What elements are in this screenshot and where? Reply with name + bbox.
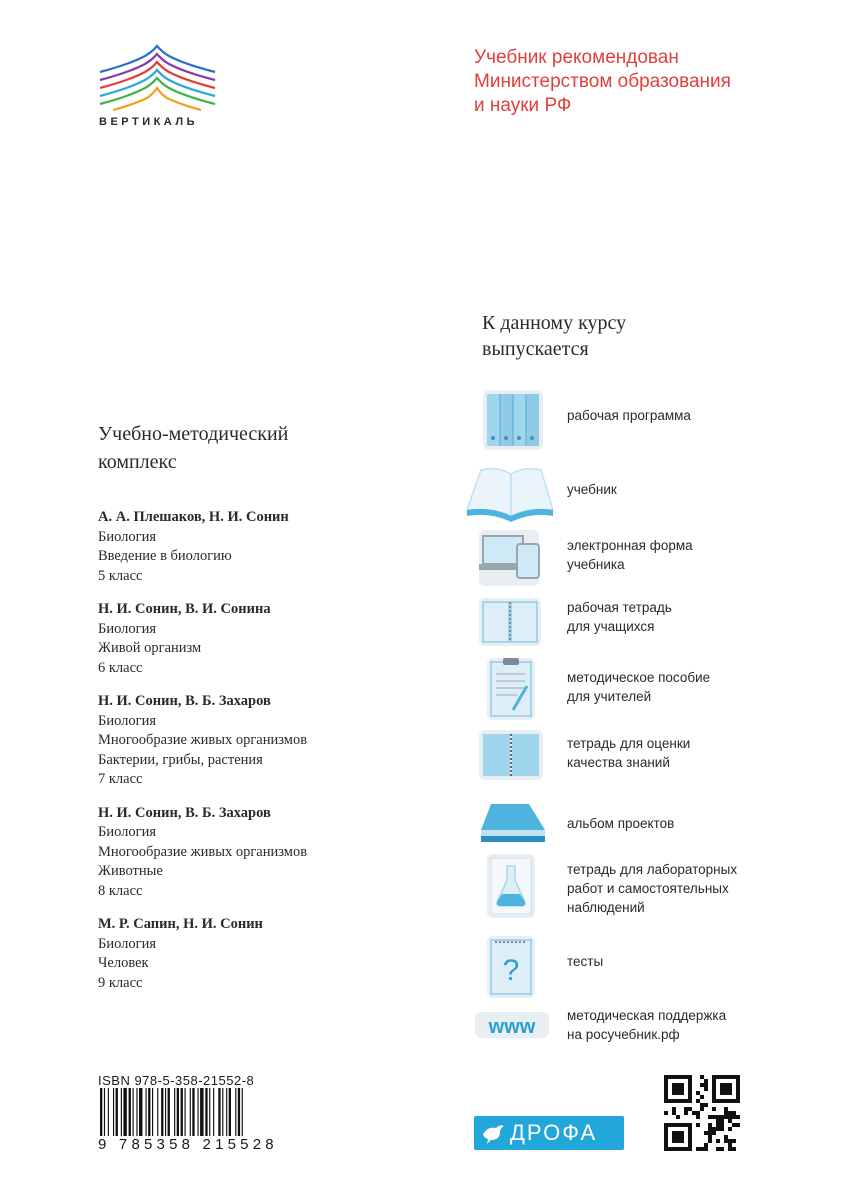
barcode-bar (152, 1088, 153, 1136)
qr-module (728, 1111, 732, 1115)
barcode-bar (146, 1088, 147, 1136)
qr-module (728, 1119, 732, 1123)
qr-module (724, 1075, 728, 1079)
qr-module (700, 1107, 704, 1111)
qr-module (688, 1099, 692, 1103)
recommendation-line: Министерством образования (474, 71, 731, 92)
qr-module (724, 1099, 728, 1103)
course-title (482, 310, 626, 362)
qr-module (708, 1135, 712, 1139)
qr-module (728, 1075, 732, 1079)
qr-module (676, 1091, 680, 1095)
qr-module (664, 1099, 668, 1103)
question-icon (465, 936, 555, 1000)
barcode-bar (200, 1088, 203, 1136)
barcode-bar (136, 1088, 137, 1136)
book-entry (98, 600, 307, 678)
qr-module (728, 1139, 732, 1143)
qr-module (688, 1083, 692, 1087)
qr-module (736, 1087, 740, 1091)
qr-module (672, 1099, 676, 1103)
qr-module (728, 1087, 732, 1091)
publisher-name: ДРОФА (510, 1120, 598, 1145)
umk-title-line: Учебно-методический (98, 423, 289, 445)
book-line: Биология (98, 620, 157, 637)
barcode-bar (209, 1088, 210, 1136)
qr-module (680, 1091, 684, 1095)
book-line: Биология (98, 528, 157, 545)
book-line: Введение в биологию (98, 548, 232, 564)
material-label-line: альбом проектов (567, 816, 675, 831)
qr-module (716, 1127, 720, 1131)
book-entry (98, 508, 307, 586)
material-label-line: учебник (567, 482, 617, 497)
barcode-bar (185, 1088, 186, 1136)
qr-module (724, 1083, 728, 1087)
qr-module (724, 1135, 728, 1139)
qr-module (696, 1091, 700, 1095)
qr-module (696, 1115, 700, 1119)
barcode-bar (213, 1088, 214, 1136)
umk-title-line: комплекс (98, 451, 177, 473)
barcode-bar (129, 1088, 131, 1136)
material-label-line: методическая поддержка (567, 1008, 727, 1023)
material-label (567, 734, 690, 772)
barcode-bar (161, 1088, 163, 1136)
book-line: 8 класс (98, 882, 143, 899)
barcode-bar (226, 1088, 227, 1136)
qr-module (696, 1147, 700, 1151)
material-label-line: рабочая программа (567, 408, 691, 423)
book-line: Человек (98, 955, 149, 971)
barcode-bar (222, 1088, 223, 1136)
qr-module (672, 1083, 676, 1087)
qr-module (688, 1139, 692, 1143)
qr-module (736, 1079, 740, 1083)
open-book-icon (465, 460, 555, 524)
qr-module (672, 1087, 676, 1091)
qr-module (728, 1099, 732, 1103)
qr-module (708, 1115, 712, 1119)
qr-module (684, 1111, 688, 1115)
qr-module (676, 1123, 680, 1127)
book-line: Живой организм (98, 640, 202, 656)
qr-module (684, 1099, 688, 1103)
qr-module (736, 1099, 740, 1103)
barcode-bar (242, 1088, 243, 1136)
material-label (567, 952, 603, 971)
qr-module (700, 1075, 704, 1079)
recommendation-text (474, 46, 731, 118)
barcode-bar (190, 1088, 191, 1136)
qr-module (676, 1115, 680, 1119)
qr-module (736, 1083, 740, 1087)
book-line: Биология (98, 824, 157, 840)
qr-module (664, 1083, 668, 1087)
qr-module (672, 1139, 676, 1143)
material-label (567, 536, 693, 574)
qr-module (720, 1115, 724, 1119)
material-label (567, 1006, 726, 1044)
qr-module (696, 1123, 700, 1127)
qr-module (676, 1075, 680, 1079)
qr-module (688, 1131, 692, 1135)
qr-module (724, 1091, 728, 1095)
book-line: 5 класс (98, 567, 143, 584)
material-label (567, 668, 710, 706)
notebook-icon (465, 728, 555, 792)
qr-module (700, 1095, 704, 1099)
material-label-line: наблюдений (567, 900, 645, 915)
qr-module (676, 1135, 680, 1139)
material-label-line: работ и самостоятельных (567, 881, 729, 896)
qr-module (732, 1111, 736, 1115)
barcode-bar (157, 1088, 158, 1136)
barcode-bar (139, 1088, 142, 1136)
qr-module (672, 1123, 676, 1127)
qr-module (688, 1147, 692, 1151)
workbook-icon (465, 594, 555, 658)
qr-module (704, 1087, 708, 1091)
qr-module (712, 1127, 716, 1131)
qr-module (684, 1147, 688, 1151)
qr-module (728, 1147, 732, 1151)
qr-module (676, 1147, 680, 1151)
qr-module (712, 1075, 716, 1079)
qr-module (716, 1147, 720, 1151)
qr-module (668, 1147, 672, 1151)
qr-module (696, 1099, 700, 1103)
barcode-bar (104, 1088, 105, 1136)
qr-module (680, 1135, 684, 1139)
barcode-digits: 9 785358 215528 (98, 1136, 278, 1153)
qr-module (680, 1087, 684, 1091)
qr-module (712, 1087, 716, 1091)
barcode-bar (192, 1088, 194, 1136)
barcode-bar (168, 1088, 170, 1136)
qr-module (712, 1115, 716, 1119)
barcode-bar (181, 1088, 183, 1136)
umk-title (98, 420, 288, 476)
qr-module (688, 1107, 692, 1111)
book-authors: Н. И. Сонин, В. И. Сонина (98, 601, 271, 617)
qr-module (676, 1087, 680, 1091)
flask-icon (465, 854, 555, 918)
recommendation-line: Учебник рекомендован (474, 47, 679, 68)
qr-module (736, 1123, 740, 1127)
book-authors: А. А. Плешаков, Н. И. Сонин (98, 509, 289, 525)
qr-module (672, 1131, 676, 1135)
qr-module (708, 1139, 712, 1143)
qr-module (680, 1131, 684, 1135)
book-line: Бактерии, грибы, растения (98, 751, 263, 768)
qr-module (664, 1087, 668, 1091)
qr-module (700, 1103, 704, 1107)
qr-module (716, 1123, 720, 1127)
barcode-bar (116, 1088, 118, 1136)
barcode-bar (238, 1088, 240, 1136)
qr-module (724, 1139, 728, 1143)
material-label (567, 860, 737, 917)
qr-module (688, 1075, 692, 1079)
qr-module (712, 1083, 716, 1087)
album-icon (465, 796, 555, 860)
book-authors: Н. И. Сонин, В. Б. Захаров (98, 804, 271, 821)
qr-module (680, 1075, 684, 1079)
recommendation-line: и науки РФ (474, 95, 572, 116)
barcode-bar (198, 1088, 199, 1136)
material-label-line: электронная форма (567, 538, 693, 553)
qr-module (688, 1079, 692, 1083)
qr-module (732, 1075, 736, 1079)
qr-module (716, 1139, 720, 1143)
qr-module (688, 1135, 692, 1139)
barcode-bar (123, 1088, 126, 1136)
qr-module (732, 1147, 736, 1151)
material-label-line: качества знаний (567, 755, 670, 770)
qr-module (720, 1091, 724, 1095)
qr-module (668, 1075, 672, 1079)
material-label-line: рабочая тетрадь (567, 600, 672, 615)
qr-module (712, 1099, 716, 1103)
barcode-bar (174, 1088, 175, 1136)
qr-module (712, 1095, 716, 1099)
qr-module (728, 1083, 732, 1087)
qr-module (700, 1083, 704, 1087)
qr-module (728, 1143, 732, 1147)
qr-module (712, 1079, 716, 1083)
www-icon (465, 1006, 555, 1070)
qr-module (708, 1131, 712, 1135)
qr-module (664, 1111, 668, 1115)
qr-module (688, 1143, 692, 1147)
qr-module (736, 1075, 740, 1079)
qr-module (712, 1107, 716, 1111)
qr-module (676, 1139, 680, 1143)
material-label-line: для учителей (567, 689, 652, 704)
qr-module (664, 1091, 668, 1095)
qr-module (692, 1111, 696, 1115)
isbn-label: ISBN 978-5-358-21552-8 (98, 1073, 255, 1088)
barcode-bar (235, 1088, 236, 1136)
qr-module (720, 1099, 724, 1103)
qr-module (732, 1139, 736, 1143)
qr-module (664, 1079, 668, 1083)
qr-module (720, 1147, 724, 1151)
book-line: 7 класс (98, 771, 143, 787)
qr-module (676, 1083, 680, 1087)
qr-module (680, 1147, 684, 1151)
barcode-bar (133, 1088, 134, 1136)
material-label (567, 598, 672, 636)
book-line: Многообразие живых организмов (98, 843, 308, 860)
qr-module (664, 1143, 668, 1147)
barcode-bar (229, 1088, 231, 1136)
qr-module (676, 1099, 680, 1103)
qr-module (728, 1091, 732, 1095)
qr-module (736, 1115, 740, 1119)
qr-module (720, 1127, 724, 1131)
qr-module (712, 1131, 716, 1135)
qr-module (704, 1079, 708, 1083)
qr-module (676, 1131, 680, 1135)
qr-module (724, 1087, 728, 1091)
qr-module (672, 1135, 676, 1139)
qr-module (672, 1091, 676, 1095)
barcode-bar (121, 1088, 122, 1136)
qr-module (716, 1119, 720, 1123)
material-label-line: для учащихся (567, 619, 655, 634)
barcode-icon (98, 1088, 284, 1136)
qr-module (720, 1075, 724, 1079)
barcode-bar (108, 1088, 109, 1136)
book-entry (98, 692, 307, 790)
material-label-line: на росучебник.рф (567, 1027, 680, 1042)
book-line: 6 класс (98, 659, 143, 676)
book-authors: Н. И. Сонин, В. Б. Захаров (98, 693, 271, 709)
qr-module (684, 1075, 688, 1079)
qr-module (688, 1091, 692, 1095)
qr-module (688, 1087, 692, 1091)
qr-module (664, 1123, 668, 1127)
qr-module (704, 1131, 708, 1135)
qr-module (664, 1127, 668, 1131)
qr-module (708, 1127, 712, 1131)
barcode-bar (205, 1088, 207, 1136)
qr-module (708, 1123, 712, 1127)
books-list (98, 508, 307, 1007)
book-line: Биология (98, 935, 157, 952)
qr-module (664, 1095, 668, 1099)
svg-text:www: www (488, 1016, 536, 1038)
qr-module (736, 1091, 740, 1095)
qr-module (704, 1103, 708, 1107)
material-label (567, 406, 691, 425)
material-label-line: тетрадь для лабораторных (567, 862, 738, 877)
qr-module (716, 1115, 720, 1119)
publisher-logo (474, 1116, 624, 1150)
qr-module (704, 1143, 708, 1147)
material-label (567, 814, 674, 833)
qr-module (728, 1115, 732, 1119)
barcode-bar (148, 1088, 150, 1136)
qr-module (668, 1099, 672, 1103)
qr-module (680, 1123, 684, 1127)
qr-module (664, 1147, 668, 1151)
qr-module (664, 1075, 668, 1079)
qr-module (672, 1075, 676, 1079)
qr-module (712, 1091, 716, 1095)
course-title-line: К данному курсу (482, 312, 627, 334)
qr-module (720, 1083, 724, 1087)
barcode-bar (218, 1088, 220, 1136)
qr-module (672, 1111, 676, 1115)
material-label-line: методическое пособие (567, 670, 711, 685)
qr-module (732, 1115, 736, 1119)
svg-text:?: ? (502, 954, 520, 987)
qr-module (716, 1075, 720, 1079)
devices-icon (465, 526, 555, 590)
qr-module (720, 1119, 724, 1123)
material-label-line: тесты (567, 954, 604, 969)
qr-module (724, 1115, 728, 1119)
qr-module (664, 1135, 668, 1139)
qr-module (704, 1083, 708, 1087)
qr-module (732, 1099, 736, 1103)
barcode-bar (113, 1088, 114, 1136)
qr-module (664, 1139, 668, 1143)
qr-module (704, 1147, 708, 1151)
qr-module (732, 1123, 736, 1127)
qr-module (680, 1083, 684, 1087)
qr-module (720, 1087, 724, 1091)
qr-module (700, 1147, 704, 1151)
qr-module (684, 1123, 688, 1127)
book-line: Биология (98, 712, 157, 729)
barcode-bar (177, 1088, 179, 1136)
book-entry (98, 804, 307, 902)
qr-code-icon (664, 1075, 740, 1151)
book-line: 9 класс (98, 974, 143, 991)
course-title-line: выпускается (482, 338, 589, 360)
book-line: Животные (98, 863, 163, 879)
qr-module (680, 1099, 684, 1103)
qr-module (688, 1095, 692, 1099)
bird-icon (480, 1120, 506, 1146)
book-line: Многообразие живых организмов (98, 732, 308, 748)
clipboard-icon (465, 656, 555, 720)
material-label-line: тетрадь для оценки (567, 736, 691, 751)
logo-text: ВЕРТИКАЛЬ (99, 116, 199, 128)
vertical-logo (95, 42, 225, 128)
qr-module (680, 1139, 684, 1143)
qr-module (724, 1107, 728, 1111)
binders-icon (465, 388, 555, 452)
qr-module (668, 1123, 672, 1127)
book-entry (98, 915, 307, 993)
barcode-bar (100, 1088, 102, 1136)
material-label (567, 480, 617, 499)
qr-module (728, 1127, 732, 1131)
qr-module (688, 1123, 692, 1127)
vertical-logo-mark-icon (95, 42, 225, 112)
qr-module (724, 1111, 728, 1115)
material-label-line: учебника (567, 557, 625, 572)
qr-module (664, 1131, 668, 1135)
qr-module (736, 1095, 740, 1099)
book-authors: М. Р. Сапин, Н. И. Сонин (98, 916, 263, 932)
qr-module (672, 1147, 676, 1151)
qr-module (688, 1127, 692, 1131)
qr-module (716, 1099, 720, 1103)
qr-module (672, 1107, 676, 1111)
barcode-bar (165, 1088, 166, 1136)
qr-module (720, 1123, 724, 1127)
qr-module (684, 1107, 688, 1111)
qr-module (696, 1111, 700, 1115)
